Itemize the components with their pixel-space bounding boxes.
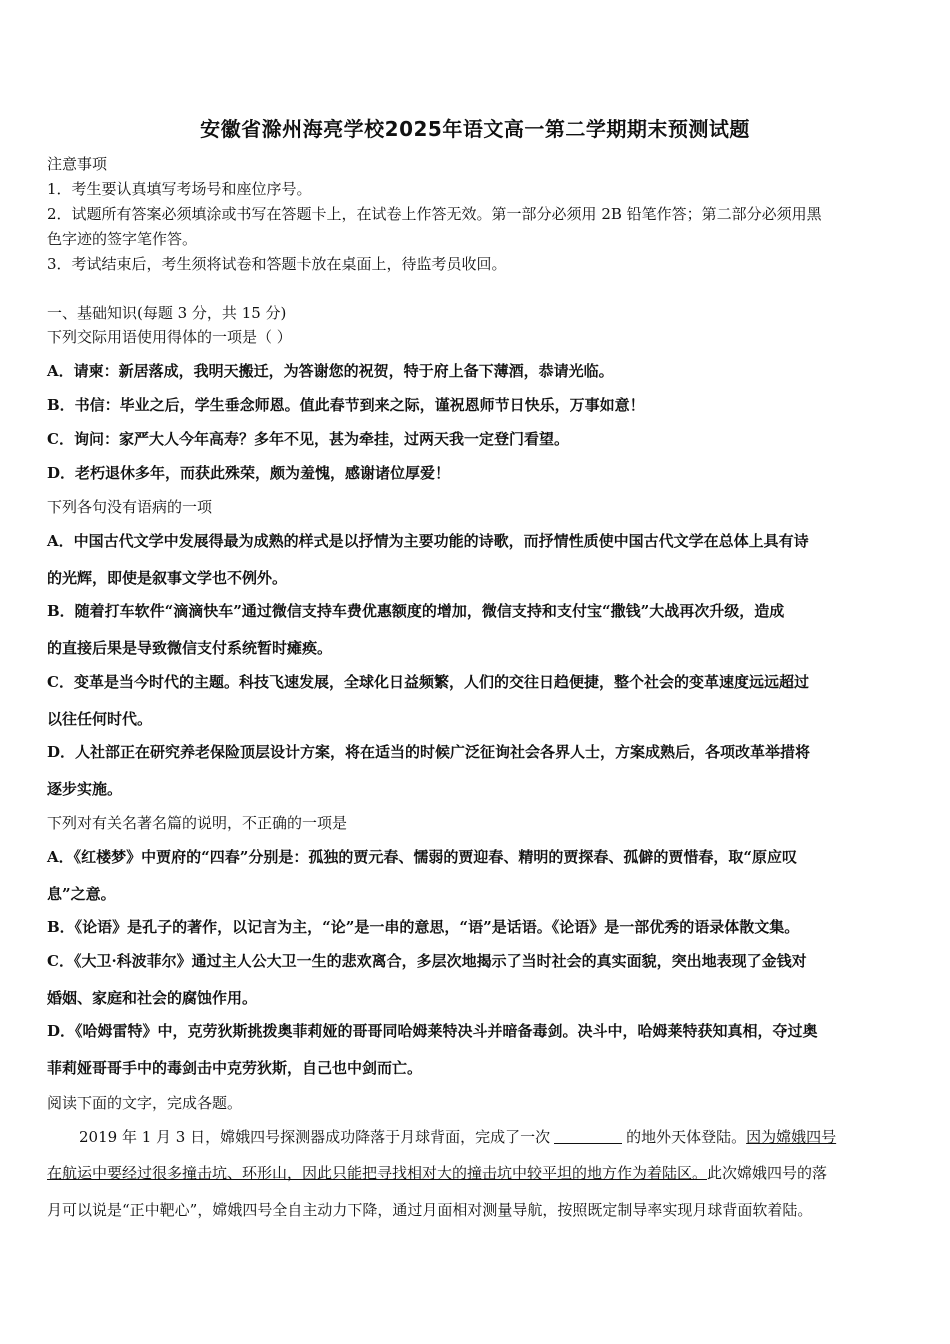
notice-heading: 注意事项	[47, 155, 108, 173]
exam-title: 安徽省滁州海亮学校2025年语文高一第二学期期末预测试题	[200, 117, 750, 141]
option-a: A．中国古代文学中发展得最为成熟的样式是以抒情为主要功能的诗歌，而抒情性质使中国古代文学在总体上具有诗	[47, 532, 809, 550]
reading-text: 的地外天体登陆。	[626, 1128, 747, 1146]
reading-text: 2019 年 1 月 3 日，嫦娥四号探测器成功降落于月球背面，完成了一次	[79, 1128, 551, 1146]
notice-item: 2．试题所有答案必须填涂或书写在答题卡上，在试卷上作答无效。第一部分必须用 2B 铅笔作答；第二部分必须用黑	[47, 205, 822, 223]
option-b: B．《论语》是孔子的著作，以记言为主，“论”是一串的意思，“语”是话语。《论语》是一部优秀的语录体散文集。	[47, 918, 800, 936]
reading-text: 此次嫦娥四号的落	[707, 1164, 828, 1182]
option-c: C．变革是当今时代的主题。科技飞速发展，全球化日益频繁，人们的交往日趋便捷，整个社会的变革速度远远超过	[47, 673, 809, 691]
option-a-cont: 息”之意。	[47, 885, 116, 903]
option-c-cont: 婚姻、家庭和社会的腐蚀作用。	[47, 989, 258, 1007]
reading-instruction: 阅读下面的文字，完成各题。	[47, 1094, 243, 1112]
reading-paragraph-line	[79, 1126, 836, 1147]
option-a-cont: 的光辉，即使是叙事文学也不例外。	[47, 569, 288, 587]
option-c: C．《大卫·科波菲尔》通过主人公大卫一生的悲欢离合，多层次地揭示了当时社会的真实面貌，突出地表现了金钱对	[47, 952, 807, 970]
option-b: B．书信：毕业之后，学生垂念师恩。值此春节到来之际，谨祝恩师节日快乐，万事如意！	[47, 396, 645, 414]
question-stem: 下列对有关名著名篇的说明，不正确的一项是	[47, 814, 348, 832]
option-c-cont: 以往任何时代。	[47, 710, 153, 728]
section-heading: 一、基础知识(每题 3 分，共 15 分)	[47, 304, 287, 322]
underlined-sentence: 在航运中要经过很多撞击坑、环形山，因此只能把寻找相对大的撞击坑中较平坦的地方作为着陆区。	[47, 1164, 708, 1182]
option-d: D．老朽退休多年，而获此殊荣，颇为羞愧，感谢诸位厚爱！	[47, 464, 451, 482]
notice-item: 1．考生要认真填写考场号和座位序号。	[47, 180, 312, 198]
notice-item: 色字迹的签字笔作答。	[47, 230, 198, 248]
option-d: D．人社部正在研究养老保险顶层设计方案，将在适当的时候广泛征询社会各界人士，方案成熟后，各项改革举措将	[47, 743, 811, 761]
underlined-sentence: 因为嫦娥四号	[746, 1128, 837, 1146]
option-d-cont: 菲莉娅哥哥手中的毒剑击中克劳狄斯，自己也中剑而亡。	[47, 1059, 423, 1077]
notice-item: 3．考试结束后，考生须将试卷和答题卡放在桌面上，待监考员收回。	[47, 255, 507, 273]
reading-paragraph-line	[47, 1162, 827, 1183]
option-d: D．《哈姆雷特》中，克劳狄斯挑拨奥菲莉娅的哥哥同哈姆莱特决斗并暗备毒剑。决斗中，哈姆莱特获知真相，夺过奥	[47, 1022, 818, 1040]
question-stem: 下列交际用语使用得体的一项是（ ）	[47, 328, 292, 346]
option-b: B．随着打车软件“滴滴快车”通过微信支持车费优惠额度的增加，微信支持和支付宝“撒钱”大战再次升级，造成	[47, 602, 785, 620]
fill-blank	[554, 1129, 622, 1144]
option-c: C．询问：家严大人今年高寿？多年不见，甚为牵挂，过两天我一定登门看望。	[47, 430, 569, 448]
option-a: A．请柬：新居落成，我明天搬迁，为答谢您的祝贺，特于府上备下薄酒，恭请光临。	[47, 362, 614, 380]
reading-paragraph-line: 月可以说是“正中靶心”，嫦娥四号全自主动力下降，通过月面相对测量导航，按照既定制导率实现月球背面软着陆。	[47, 1201, 813, 1219]
option-a: A．《红楼梦》中贾府的“四春”分别是：孤独的贾元春、懦弱的贾迎春、精明的贾探春、孤僻的贾惜春，取“原应叹	[47, 848, 798, 866]
option-d-cont: 逐步实施。	[47, 780, 123, 798]
question-stem: 下列各句没有语病的一项	[47, 498, 213, 516]
option-b-cont: 的直接后果是导致微信支付系统暂时瘫痪。	[47, 639, 333, 657]
